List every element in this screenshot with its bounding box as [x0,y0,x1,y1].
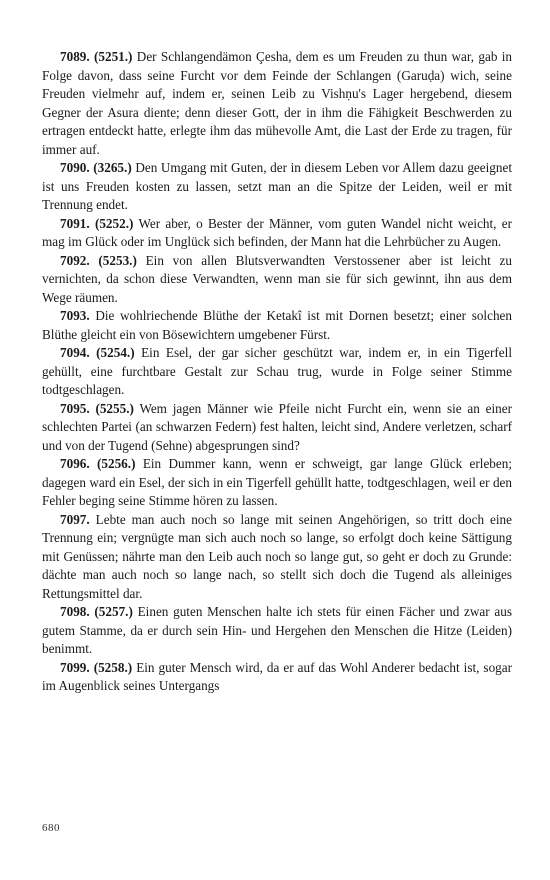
entry-text: Ein Esel, der gar sicher geschützt war, indem er, in ein Tigerfell gehüllt, eine furchtbare Gestalt zur Schau trug, wurde in Folge seiner Stimme todtgeschlagen. [42,345,512,397]
entry-7096 [42,455,512,511]
entry-number: 7096. (5256.) [60,456,136,471]
entry-number: 7099. (5258.) [60,659,133,675]
entry-7095 [42,400,512,456]
entry-7094 [42,344,512,400]
entry-text: Lebte man auch noch so lange mit seinen Angehörigen, so tritt doch eine Trennung ein; vergnügte man sich auch noch so lange, so erfolgt doch keine Sättigung mit Genüssen; nährte man den Leib auch noch so lange gut, so geht er doch zu Grunde: dächte man auch noch so lange nach, so stellt sich doch die Tugend als alleiniges Rettungsmittel dar. [42,511,512,601]
entry-number: 7094. (5254.) [60,345,135,360]
entry-number: 7091. (5252.) [60,215,134,231]
entry-text: Ein Dummer kann, wenn er schweigt, gar lange Glück erleben; dagegen ward ein Esel, der sich in ein Tigerfell gehüllt hatte, todtgeschlagen, weil er den Fehler beging seine Stimme hören zu lassen. [42,456,513,508]
entry-7097 [42,511,512,604]
entry-number: 7089. (5251.) [60,49,133,64]
entry-number: 7090. (3265.) [60,160,132,175]
entry-number: 7095. (5255.) [60,400,134,416]
entry-text: Ein guter Mensch wird, da er auf das Wohl Anderer bedacht ist, sogar im Augenblick seines Untergangs [42,659,512,693]
entry-7093 [42,307,512,344]
entry-text: Wer aber, o Bester der Männer, vom guten Wandel nicht weicht, er mag im Glück oder im Unglück sich befinden, der Mann hat die Lehrbücher zu Augen. [42,215,512,249]
entry-7092 [42,252,512,308]
entry-text: Einen guten Menschen halte ich stets für einen Fächer und zwar aus gutem Stamme, da er durch sein Hin- und Hergehen den Menschen die Hitze (Leiden) benimmt. [42,604,512,656]
entry-text: Den Umgang mit Guten, der in diesem Leben vor Allem dazu geeignet ist uns Freuden kosten zu lassen, setzt man an die Spitze der Leiden, weil er mit Trennung endet. [42,160,512,212]
page-number: 680 [42,822,60,834]
entry-text: Ein von allen Blutsverwandten Verstossener aber ist leicht zu vernichten, da schon diese Verwandten, wenn man sie für sich gewinnt, ihn aus dem Wege räumen. [42,252,512,305]
entry-text: Wem jagen Männer wie Pfeile nicht Furcht ein, wenn sie an einer schlechten Partei (an schwarzen Federn) fest halten, leicht sind, Andere verletzen, scharf und von der Tugend (Sehne) abgesprungen sind? [42,400,512,453]
entry-7090 [42,159,512,215]
entry-7099 [42,659,512,696]
entry-number: 7097. [60,511,90,527]
entry-number: 7098. (5257.) [60,604,133,619]
entry-7089 [42,48,512,159]
entry-7098 [42,603,512,659]
page-body [42,48,512,696]
entry-7091 [42,215,512,252]
entry-text: Der Schlangendämon Çesha, dem es um Freuden zu thun war, gab in Folge davon, dass seine Furcht vor dem Feinde der Schlangen (Garuḍa) wich, seine Freuden vielmehr auf, indem er, seinen Leib zu Vishṇu's Lager hergebend, diesem Gegner der Asura diente; denn dieser Gott, der in ihm die Fähigkeit Beschwerden zu ertragen entdeckt hatte, erlegte ihm das mühevolle Amt, die Last der Erde zu tragen, für immer auf. [42,49,512,157]
entry-text: Die wohlriechende Blüthe der Ketakî ist mit Dornen besetzt; einer solchen Blüthe gleicht ein von Bösewichtern umgebener Fürst. [42,308,512,342]
entry-number: 7092. (5253.) [60,252,137,268]
entry-number: 7093. [60,308,90,323]
